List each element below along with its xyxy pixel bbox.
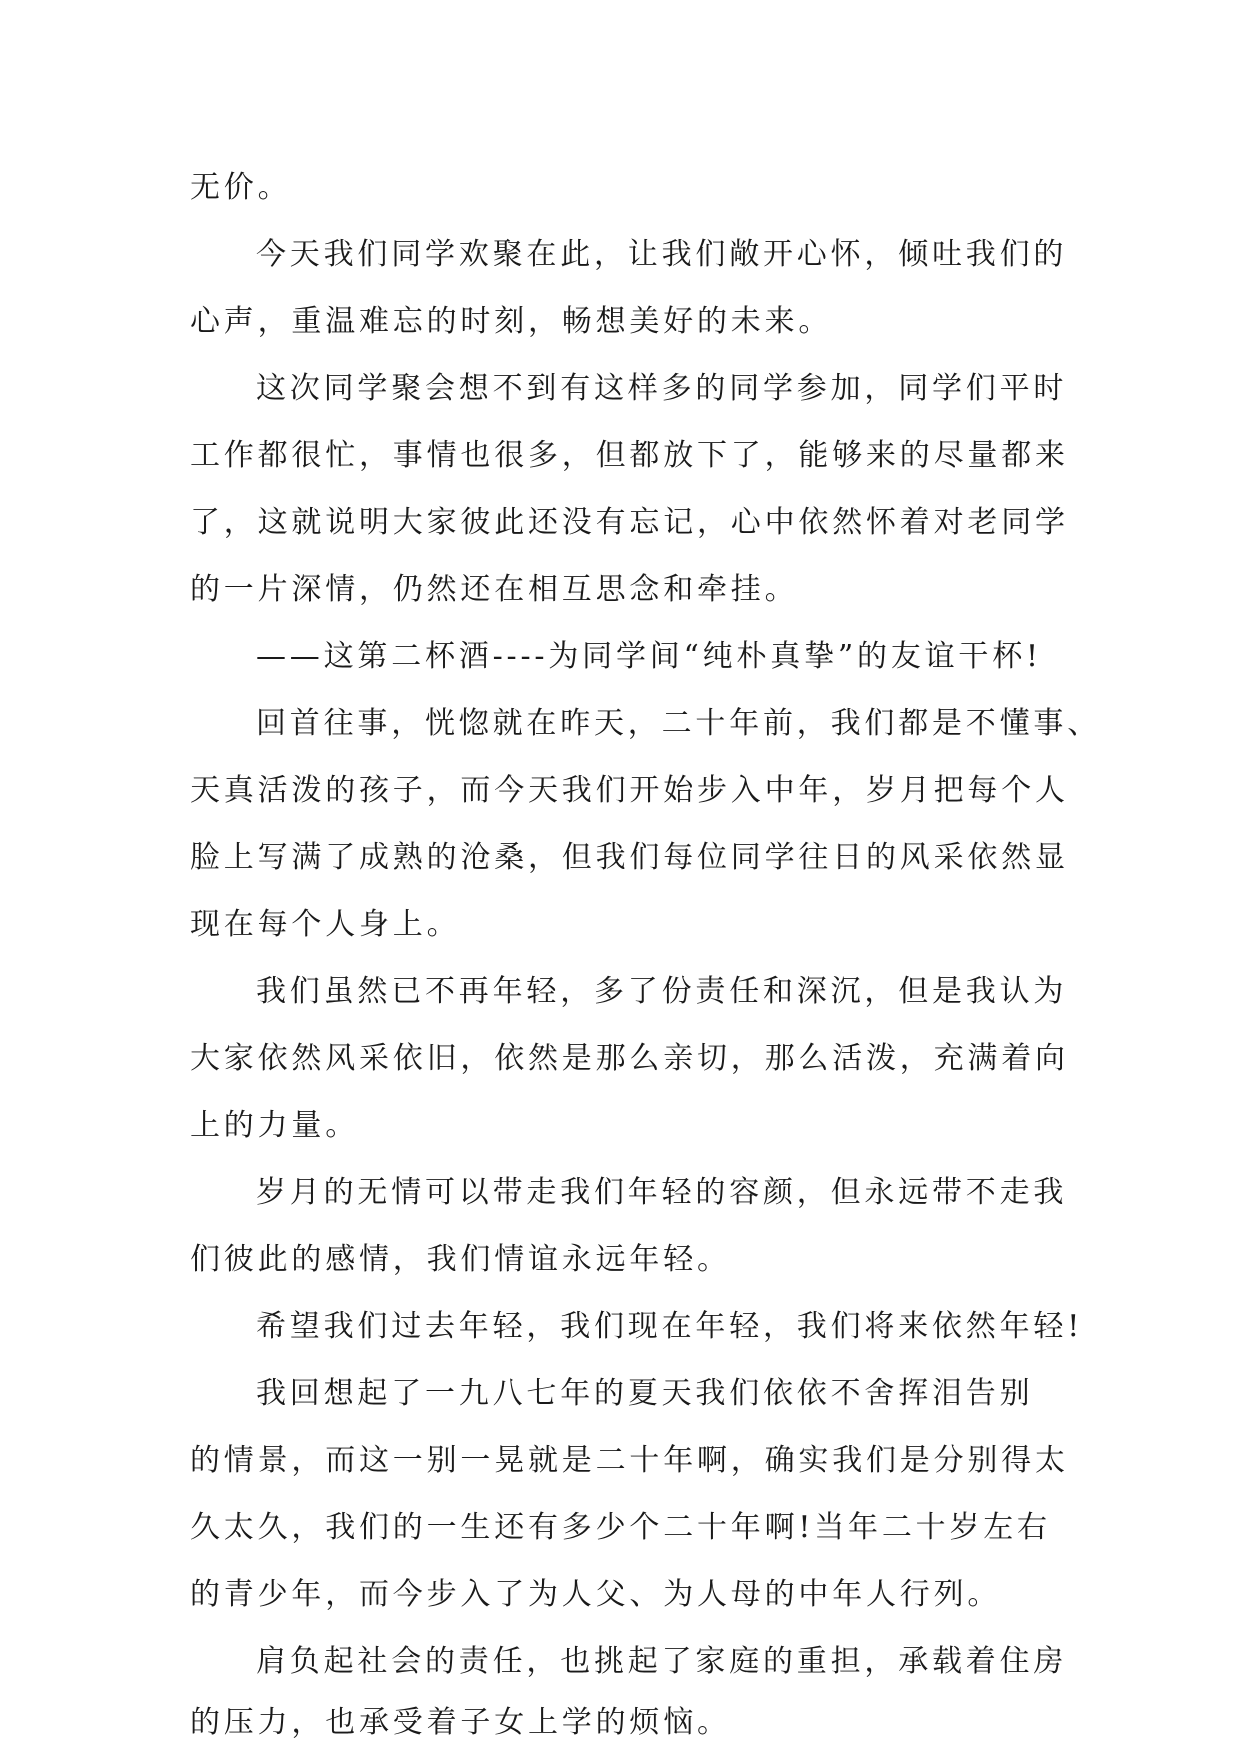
paragraph-first-line: 回首往事，恍惚就在昨天，二十年前，我们都是不懂事、 bbox=[256, 706, 1101, 741]
text-line: 的压力，也承受着子女上学的烦恼。 bbox=[190, 1705, 731, 1740]
paragraph-first-line: 希望我们过去年轻，我们现在年轻，我们将来依然年轻! bbox=[256, 1309, 1084, 1344]
text-line: 了，这就说明大家彼此还没有忘记，心中依然怀着对老同学 bbox=[190, 505, 1069, 540]
paragraph-first-line: 岁月的无情可以带走我们年轻的容颜，但永远带不走我 bbox=[256, 1175, 1068, 1210]
text-line: 们彼此的感情，我们情谊永远年轻。 bbox=[190, 1242, 731, 1277]
text-line: 大家依然风采依旧，依然是那么亲切，那么活泼，充满着向 bbox=[190, 1041, 1069, 1076]
text-line: 心声，重温难忘的时刻，畅想美好的未来。 bbox=[190, 304, 833, 339]
text-line: 无价。 bbox=[190, 170, 292, 205]
paragraph-first-line: 这次同学聚会想不到有这样多的同学参加，同学们平时 bbox=[256, 371, 1068, 406]
paragraph-first-line: 肩负起社会的责任，也挑起了家庭的重担，承载着住房 bbox=[256, 1644, 1068, 1679]
text-line: 现在每个人身上。 bbox=[190, 907, 461, 942]
text-line: 工作都很忙，事情也很多，但都放下了，能够来的尽量都来 bbox=[190, 438, 1069, 473]
text-line: 久太久，我们的一生还有多少个二十年啊!当年二十岁左右 bbox=[190, 1510, 1051, 1545]
text-line: 脸上写满了成熟的沧桑，但我们每位同学往日的风采依然显 bbox=[190, 840, 1069, 875]
text-line: 天真活泼的孩子，而今天我们开始步入中年，岁月把每个人 bbox=[190, 773, 1069, 808]
paragraph-first-line: 今天我们同学欢聚在此，让我们敞开心怀，倾吐我们的 bbox=[256, 237, 1068, 272]
text-line: 上的力量。 bbox=[190, 1108, 359, 1143]
text-line: 的情景，而这一别一晃就是二十年啊，确实我们是分别得太 bbox=[190, 1443, 1069, 1478]
paragraph-first-line: 我们虽然已不再年轻，多了份责任和深沉，但是我认为 bbox=[256, 974, 1068, 1009]
text-line: 的青少年，而今步入了为人父、为人母的中年人行列。 bbox=[190, 1577, 1002, 1612]
paragraph-first-line: 我回想起了一九八七年的夏天我们依依不舍挥泪告别 bbox=[256, 1376, 1034, 1411]
toast-heading: ——这第二杯酒----为同学间“纯朴真挚”的友谊干杯! bbox=[256, 639, 1042, 674]
text-line: 的一片深情，仍然还在相互思念和牵挂。 bbox=[190, 572, 799, 607]
